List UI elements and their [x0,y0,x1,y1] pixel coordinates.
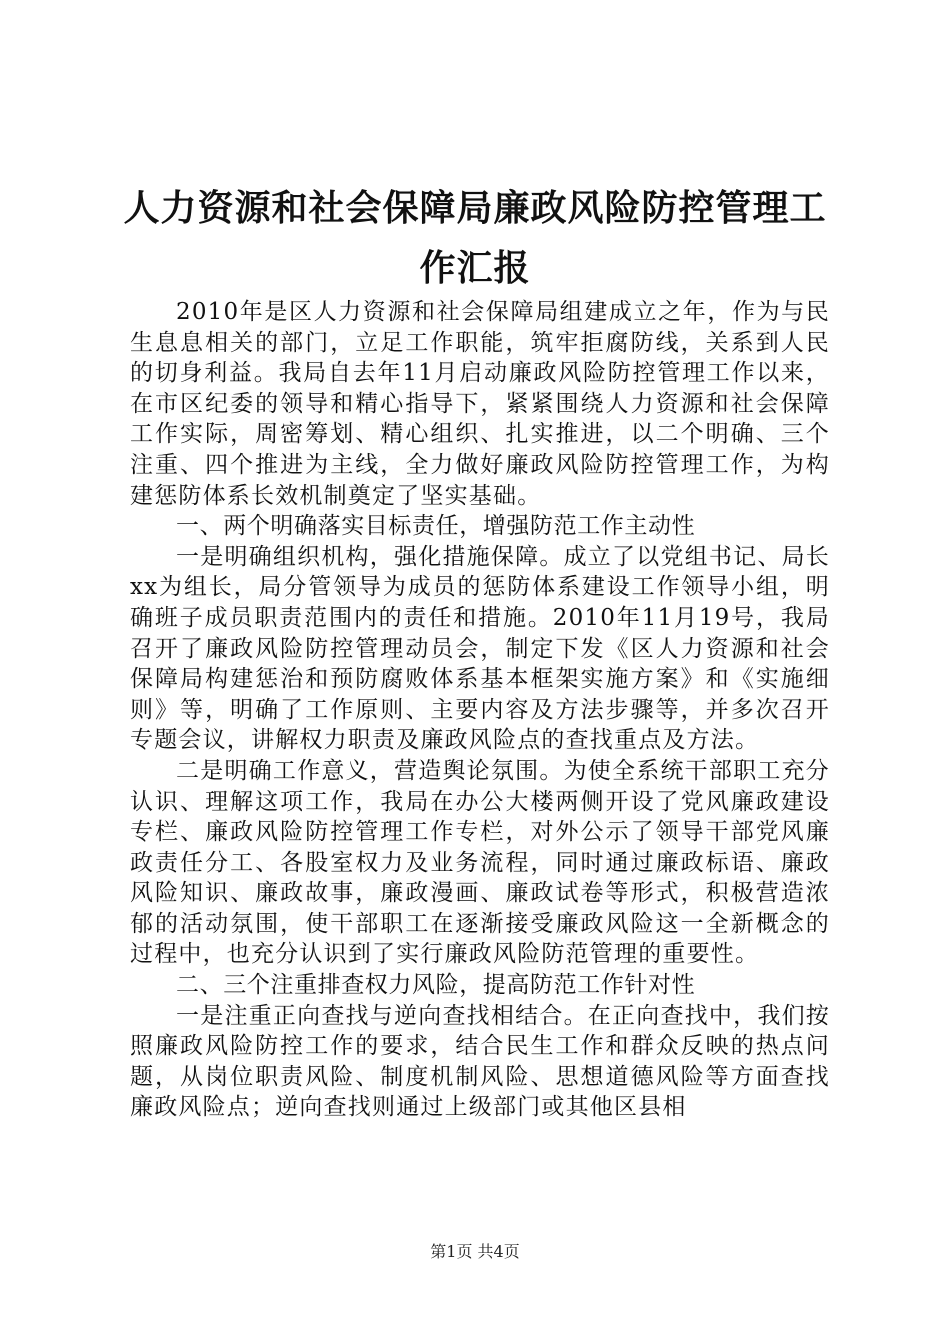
paragraph-risk-search: 一是注重正向查找与逆向查找相结合。在正向查找中，我们按照廉政风险防控工作的要求，结合民生工作和群众反映的热点问题，从岗位职责风险、制度机制风险、思想道德风险等方面查找廉政风险点；逆向查找则通过上级部门或其他区县相 [130,1002,830,1121]
document-body [130,297,830,1123]
paragraph-intro: 2010年是区人力资源和社会保障局组建成立之年，作为与民生息息相关的部门，立足工作职能，筑牢拒腐防线，关系到人民的切身利益。我局自去年11月启动廉政风险防控管理工作以来，在市区纪委的领导和精心指导下，紧紧围绕人力资源和社会保障工作实际，周密筹划、精心组织、扎实推进，以二个明确、三个注重、四个推进为主线，全力做好廉政风险防控管理工作，为构建惩防体系长效机制奠定了坚实基础。 [130,299,830,509]
section-heading-1: 一、两个明确落实目标责任，增强防范工作主动性 [176,513,696,540]
paragraph-organization: 一是明确组织机构，强化措施保障。成立了以党组书记、局长xx为组长，局分管领导为成员的惩防体系建设工作领导小组，明确班子成员职责范围内的责任和措施。2010年11月19号，我局召开了廉政风险防控管理动员会，制定下发《区人力资源和社会保障局构建惩治和预防腐败体系基本框架实施方案》和《实施细则》等，明确了工作原则、主要内容及方法步骤等，并多次召开专题会议，讲解权力职责及廉政风险点的查找重点及方法。 [130,543,830,754]
section-heading-2: 二、三个注重排查权力风险，提高防范工作针对性 [176,972,696,999]
page-footer: 第1页 共4页 [430,1242,520,1261]
document-title: 人力资源和社会保障局廉政风险防控管理工作汇报 [123,187,827,289]
paragraph-publicity: 二是明确工作意义，营造舆论氛围。为使全系统干部职工充分认识、理解这项工作，我局在办公大楼两侧开设了党风廉政建设专栏、廉政风险防控管理工作专栏，对外公示了领导干部党风廉政责任分工、各股室权力及业务流程，同时通过廉政标语、廉政风险知识、廉政故事，廉政漫画、廉政试卷等形式，积极营造浓郁的活动氛围，使干部职工在逐渐接受廉政风险这一全新概念的过程中，也充分认识到了实行廉政风险防范管理的重要性。 [130,757,830,968]
